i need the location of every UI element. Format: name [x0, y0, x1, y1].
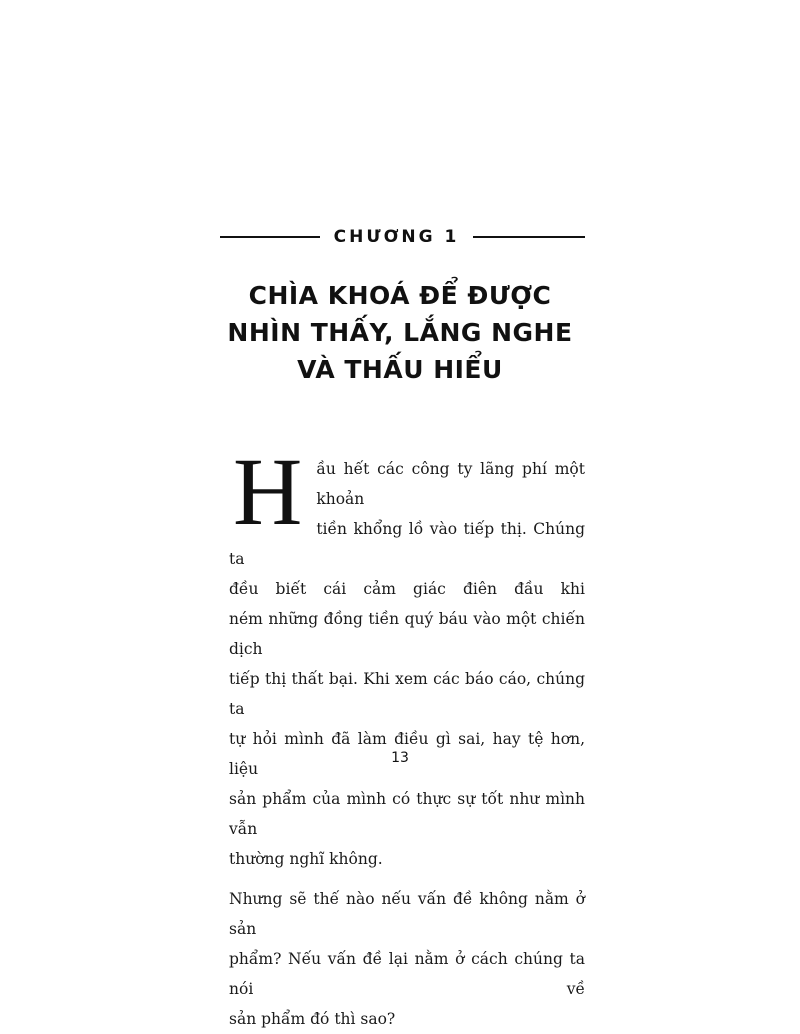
drop-cap: H	[233, 438, 303, 545]
paragraph-line: thường nghĩ không.	[229, 850, 383, 868]
chapter-title-line: NHÌN THẤY, LẮNG NGHE	[227, 318, 573, 347]
paragraph-2	[229, 884, 585, 1034]
paragraph-line: đều biết cái cảm giác điên đầu khi	[229, 580, 585, 598]
chapter-title-line: CHÌA KHOÁ ĐỂ ĐƯỢC	[248, 281, 552, 310]
paragraph-line: Nhưng sẽ thế nào nếu vấn đề không nằm ở sản	[229, 890, 585, 938]
paragraph-1	[229, 438, 585, 874]
paragraph-line: phẩm? Nếu vấn đề lại nằm ở cách chúng ta nói về	[229, 950, 585, 998]
chapter-label: CHƯƠNG 1	[333, 227, 460, 247]
chapter-header	[220, 222, 585, 252]
chapter-title-line: VÀ THẤU HIỂU	[297, 355, 503, 384]
paragraph-line: ném những đồng tiền quý báu vào một chiến dịch	[229, 610, 585, 658]
paragraph-line: ầu hết các công ty lãng phí một khoản	[316, 460, 585, 508]
paragraph-line: tiền khổng lồ vào tiếp thị. Chúng ta	[229, 520, 585, 568]
paragraph-line: sản phẩm đó thì sao?	[229, 1010, 396, 1028]
paragraph-line: tự hỏi mình đã làm điều gì sai, hay tệ hơn, liệu	[229, 730, 585, 778]
chapter-rule-left	[220, 236, 320, 238]
paragraph-line: sản phẩm của mình có thực sự tốt như mình vẫn	[229, 790, 585, 838]
chapter-rule-right	[473, 236, 585, 238]
page-number: 13	[391, 750, 409, 766]
chapter-title	[150, 277, 650, 388]
body-text	[229, 438, 585, 1034]
paragraph-line: tiếp thị thất bại. Khi xem các báo cáo, chúng ta	[229, 670, 585, 718]
